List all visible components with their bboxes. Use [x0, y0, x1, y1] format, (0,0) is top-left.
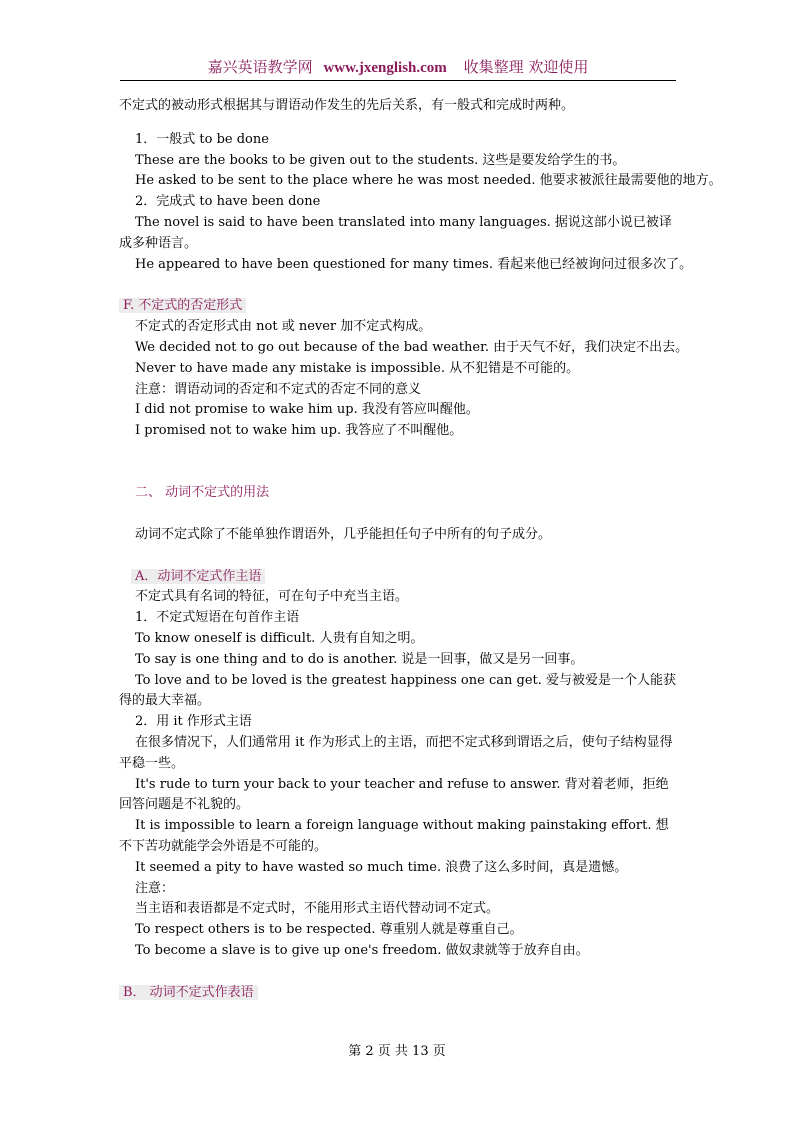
section-a-line: 在很多情况下，人们通常用 it 作为形式上的主语，而把不定式移到谓语之后，使句子结构显得平稳一些。: [119, 734, 673, 771]
section-a-line: To know oneself is difficult. 人贵有自知之明。: [135, 630, 424, 646]
section-a-line: It's rude to turn your back to your teacher and refuse to answer. 背对着老师，拒绝回答问题是不礼貌的。: [119, 776, 669, 813]
section-f-line: Never to have made any mistake is impossible. 从不犯错是不可能的。: [135, 360, 580, 376]
section-a-line: 2．用 it 作形式主语: [135, 714, 252, 730]
section-a-heading: A．动词不定式作主语: [119, 567, 679, 588]
page-footer: 第 2 页 共 13 页: [348, 1044, 446, 1059]
section-a-line: To respect others is to be respected. 尊重别人就是尊重自己。: [135, 922, 523, 938]
subheading-simple-form: 1．一般式 to be done: [135, 131, 269, 147]
section-b-heading: B． 动词不定式作表语: [119, 983, 679, 1004]
section-two-heading: 二、 动词不定式的用法: [135, 484, 270, 500]
example-sentence: He asked to be sent to the place where he was most needed. 他要求被派往最需要他的地方。: [135, 173, 722, 189]
section-a-line: 不定式具有名词的特征，可在句子中充当主语。: [135, 589, 409, 605]
page-header: [120, 56, 676, 80]
section-a-line: It is impossible to learn a foreign language without making painstaking effort. 想不下苦功就能学会外语是不可能的。: [119, 818, 669, 854]
section-two-intro: 动词不定式除了不能单独作谓语外，几乎能担任句子中所有的句子成分。: [135, 526, 552, 542]
example-sentence: These are the books to be given out to the students. 这些是要发给学生的书。: [135, 152, 626, 168]
section-a-line: It seemed a pity to have wasted so much time. 浪费了这么多时间，真是遗憾。: [135, 859, 628, 875]
example-sentence: He appeared to have been questioned for many times. 看起来他已经被询问过很多次了。: [135, 256, 693, 272]
intro-paragraph: 不定式的被动形式根据其与谓语动作发生的先后关系，有一般式和完成时两种。: [119, 98, 575, 113]
section-a-line: To love and to be loved is the greatest happiness one can get. 爱与被爱是一个人能获得的最大幸福。: [119, 672, 676, 709]
header-divider: [120, 80, 676, 81]
site-name: 嘉兴英语教学网: [207, 58, 313, 76]
section-f-line: I promised not to wake him up. 我答应了不叫醒他。: [135, 423, 463, 439]
section-f-heading: F. 不定式的否定形式: [119, 296, 679, 317]
section-f-line: We decided not to go out because of the bad weather. 由于天气不好，我们决定不出去。: [135, 339, 689, 355]
section-a-line: To become a slave is to give up one's freedom. 做奴隶就等于放弃自由。: [135, 942, 589, 958]
section-a-line: To say is one thing and to do is another. 说是一回事，做又是另一回事。: [135, 651, 584, 667]
section-a-line: 当主语和表语都是不定式时，不能用形式主语代替动词不定式。: [135, 901, 500, 917]
section-a-line: 1．不定式短语在句首作主语: [135, 610, 300, 626]
section-f-line: 注意：谓语动词的否定和不定式的否定不同的意义: [135, 381, 422, 397]
section-f-line: 不定式的否定形式由 not 或 never 加不定式构成。: [135, 319, 432, 335]
document-body: [119, 96, 722, 1003]
example-sentence: The novel is said to have been translated into many languages. 据说这部小说已被译成多种语言。: [119, 214, 672, 251]
site-url[interactable]: www.jxenglish.com: [323, 60, 447, 76]
subheading-perfect-form: 2．完成式 to have been done: [135, 194, 321, 210]
header-tagline: 收集整理 欢迎使用: [463, 58, 589, 76]
section-f-line: I did not promise to wake him up. 我没有答应叫醒他。: [135, 402, 479, 418]
section-a-line: 注意：: [135, 880, 175, 896]
